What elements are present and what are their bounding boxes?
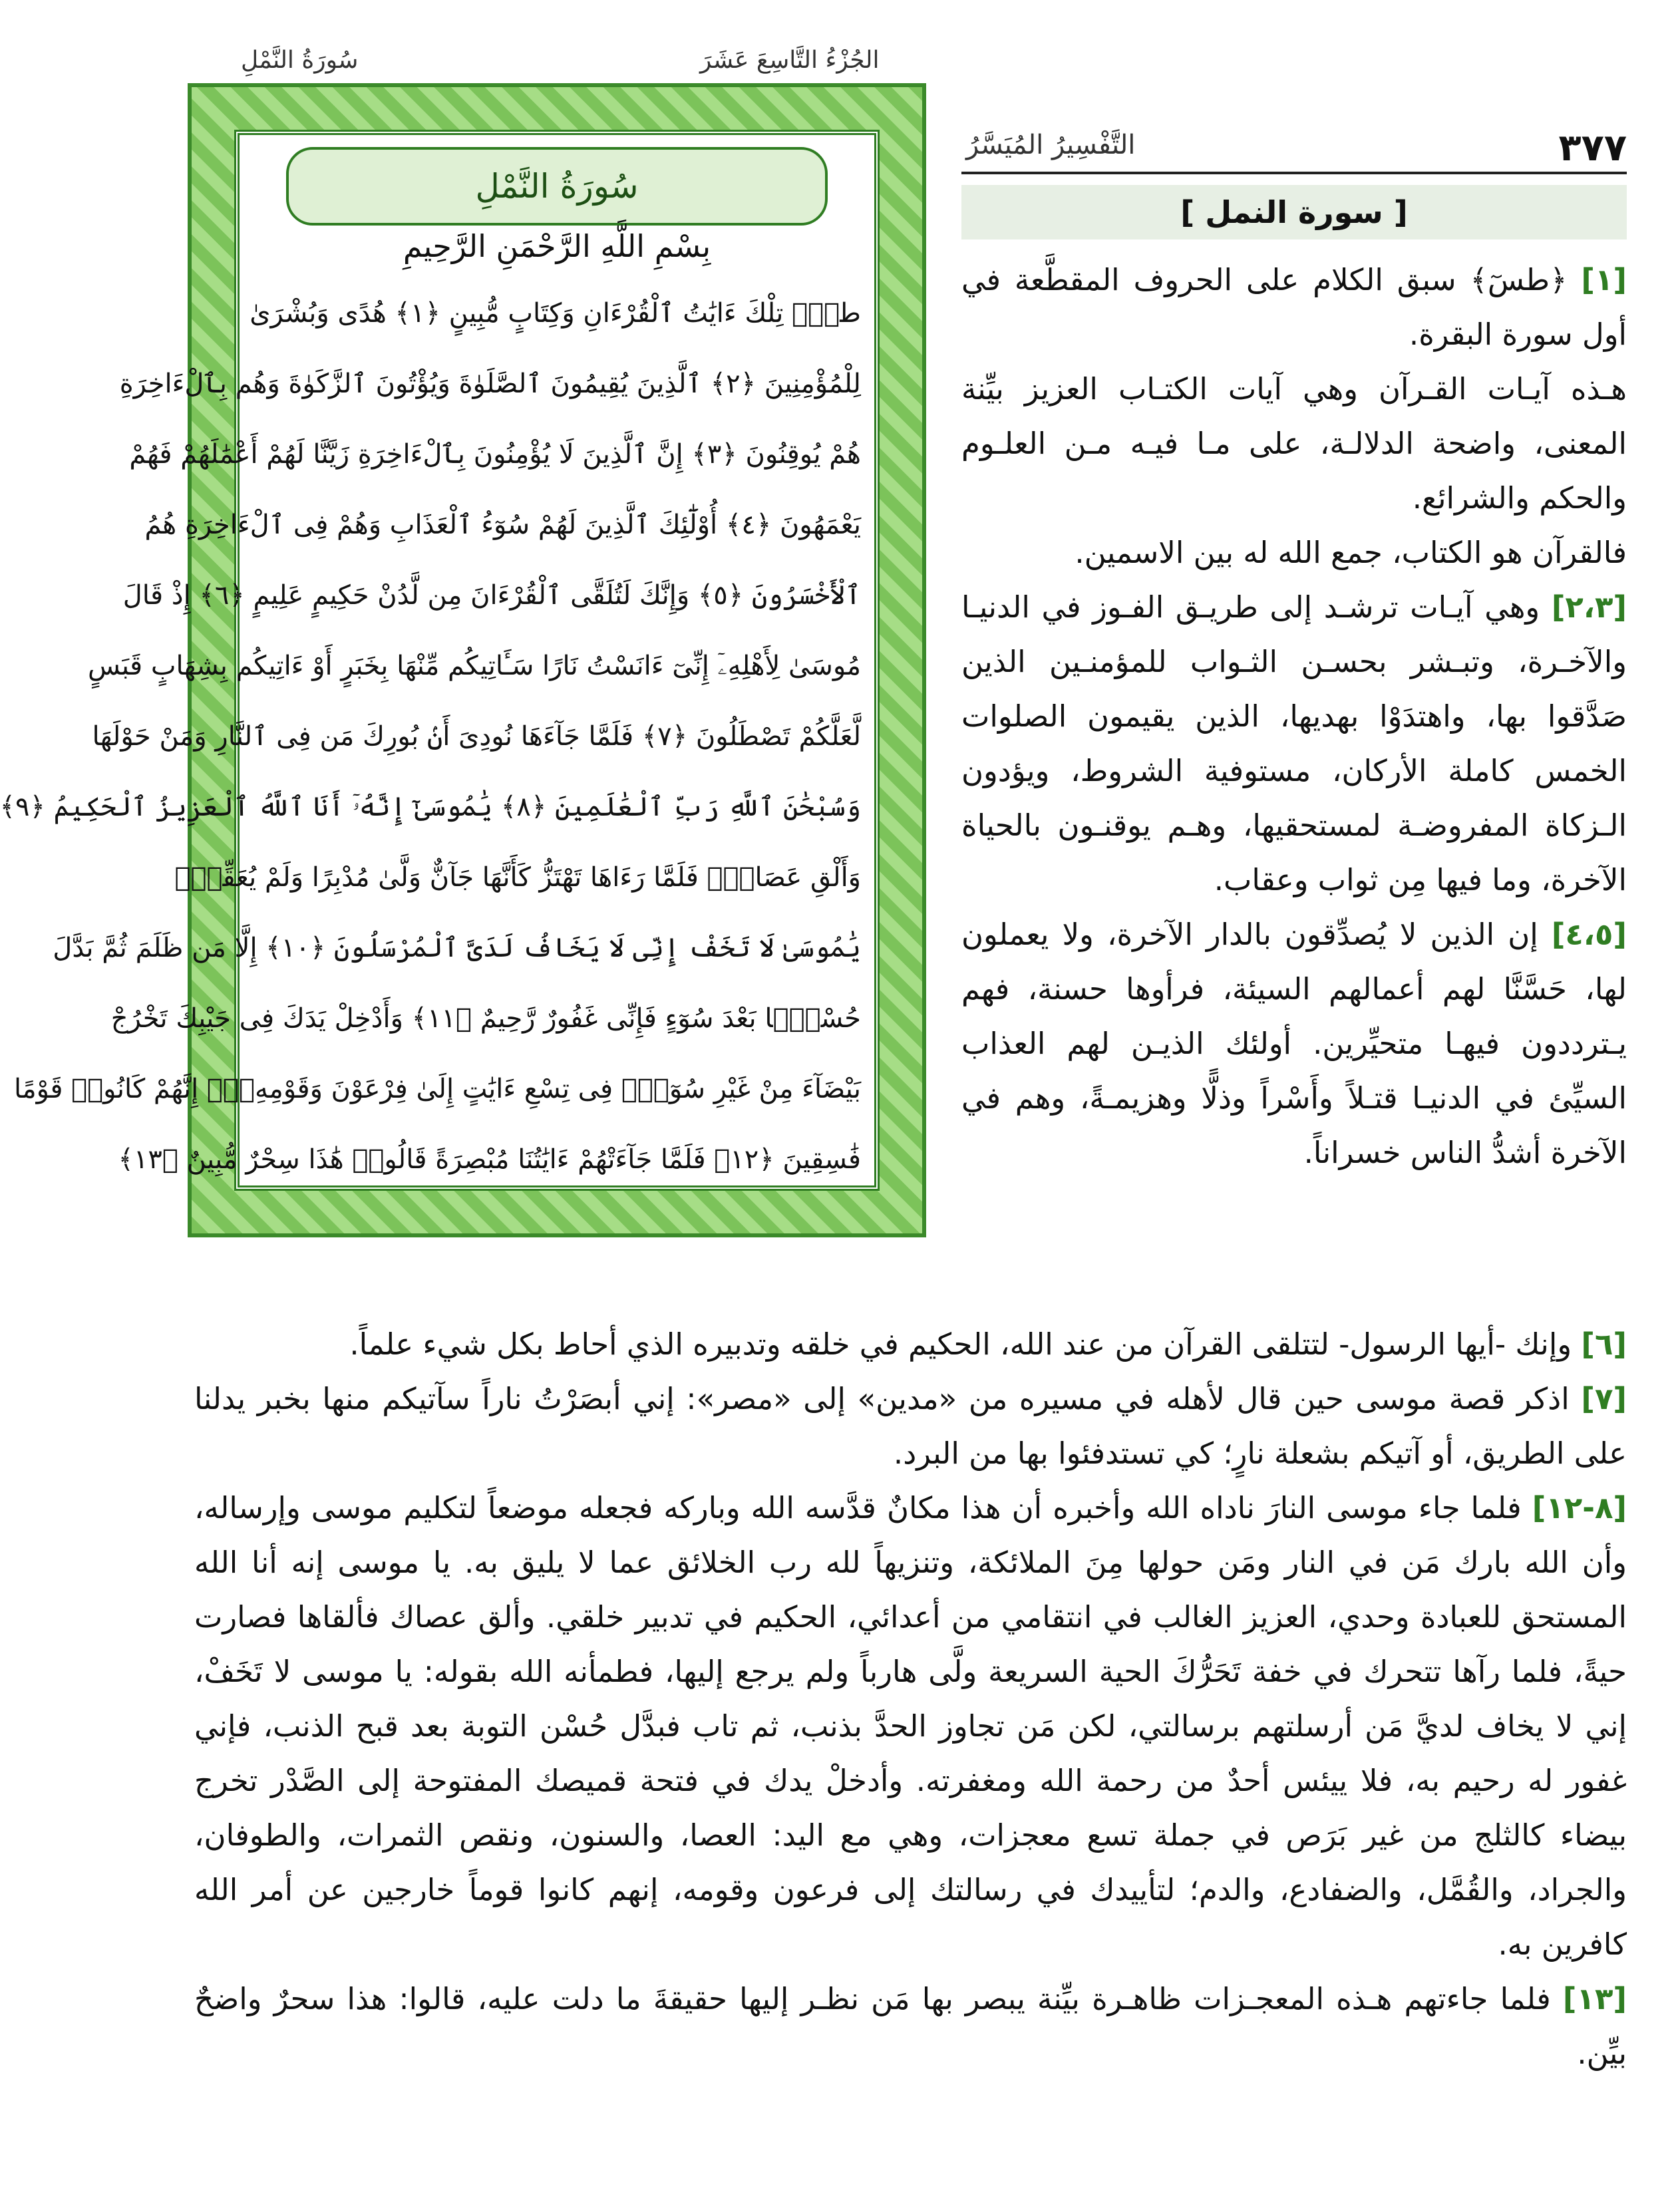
verse-ref: [٧]: [1581, 1381, 1627, 1416]
quran-line: لِلْمُؤْمِنِينَ ﴿٢﴾ ٱلَّذِينَ يُقِيمُونَ ٱلصَّلَوٰةَ وَيُؤْتُونَ ٱلزَّكَوٰةَ وَهُم بِٱلْءَاخِرَةِ: [119, 369, 861, 399]
quran-line: وَأَلْقِ عَصَاكَۚ فَلَمَّا رَءَاهَا تَهْتَزُّ كَأَنَّهَا جَآنٌّ وَلَّىٰ مُدْبِرًا وَلَمْ يُعَقِّبْۚ: [174, 862, 861, 893]
tafsir-paragraph: [961, 580, 1627, 907]
basmala: بِسْمِ اللَّهِ الرَّحْمَنِ الرَّحِيمِ: [403, 228, 711, 264]
verse-ref: [٦]: [1581, 1327, 1627, 1362]
tafsir-text: فلما جاءتهم هـذه المعجـزات ظاهـرة بيِّنة يبصر بها مَن نظـر إليها حقيقةَ ما دلت عليه، قالوا: هذا سحرٌ واضحٌ بيِّن.: [194, 1981, 1627, 2071]
quran-line: هُمْ يُوقِنُونَ ﴿٣﴾ إِنَّ ٱلَّذِينَ لَا يُؤْمِنُونَ بِٱلْءَاخِرَةِ زَيَّنَّا لَهُمْ أَعْمَٰلَهُمْ فَهُمْ: [129, 439, 861, 470]
tafsir-paragraph: [194, 1972, 1627, 2081]
page-number: ٣٧٧: [1558, 126, 1627, 170]
mushaf-frame: [0, 83, 926, 1237]
tafsir-paragraph: [194, 1372, 1627, 1481]
tafsir-text: ﴿طسٓ﴾ سبق الكلام على الحروف المقطَّعة في أول سورة البقرة.: [961, 262, 1627, 352]
quran-line: يَعْمَهُونَ ﴿٤﴾ أُوْلَٰٓئِكَ ٱلَّذِينَ لَهُمْ سُوٓءُ ٱلْعَذَابِ وَهُمْ فِى ٱلْءَاخِرَةِ هُمُ: [144, 510, 861, 540]
quran-line: طسٓۚ تِلْكَ ءَايَٰتُ ٱلْقُرْءَانِ وَكِتَابٍ مُّبِينٍ ﴿١﴾ هُدًى وَبُشْرَىٰ: [250, 298, 861, 329]
tafsir-column: [961, 253, 1627, 1180]
surah-header-top: سُورَةُ النَّمْلِ: [241, 47, 359, 74]
header-divider: [961, 172, 1627, 174]
quran-line: ٱلْأَخْسَرُونَ ﴿٥﴾ وَإِنَّكَ لَتُلَقَّى ٱلْقُرْءَانَ مِن لَّدُنْ حَكِيمٍ عَلِيمٍ ﴿٦﴾ إِذْ قَالَ: [122, 580, 861, 611]
tafsir-paragraph: [961, 253, 1627, 362]
tafsir-book-title: التَّفْسِيرُ المُيَسَّرُ: [966, 130, 1136, 160]
tafsir-text: وهي آيـات ترشـد إلى طريـق الفـوز في الدنيـا والآخـرة، وتبـشر بحسـن الثـواب للمؤمنـين الذين صَدَّقوا بها، واهتدَوْا بهديها، الذين يقيمون الصلوات الخمس كاملة الأركان، مستوفية الشروط، ويؤدون الـزكاة المفروضـة لمستحقيها، وهـم يوقنـون بالحياة الآخرة، وما فيها مِن ثواب وعقاب.: [961, 589, 1627, 897]
verse-ref: [٢،٣]: [1551, 589, 1627, 625]
quran-line: يَٰمُوسَىٰ لَا تَخَفْ إِنِّى لَا يَخَافُ لَدَىَّ ٱلْمُرْسَلُونَ ﴿١٠﴾ إِلَّا مَن ظَلَمَ ثُمَّ بَدَّلَ: [53, 933, 861, 963]
juz-header-top: الجُزْءُ التَّاسِعَ عَشَرَ: [700, 47, 880, 74]
tafsir-paragraph: [194, 1481, 1627, 1972]
mushaf-page: [0, 130, 880, 1191]
quran-line: فَٰسِقِينَ ﴿١٢﴾ فَلَمَّا جَآءَتْهُمْ ءَايَٰتُنَا مُبْصِرَةً قَالُوا۟ هَٰذَا سِحْرٌ مُّبِينٌ ﴿١٣﴾: [118, 1144, 861, 1175]
quran-line: حُسْنًۢا بَعْدَ سُوٓءٍ فَإِنِّى غَفُورٌ رَّحِيمٌ ﴿١١﴾ وَأَدْخِلْ يَدَكَ فِى جَيْبِكَ تَخْرُجْ: [110, 1003, 861, 1034]
tafsir-full-width: [194, 1317, 1627, 2081]
surah-name-plate: سُورَةُ النَّمْلِ: [286, 147, 828, 226]
quran-line: مُوسَىٰ لِأَهْلِهِۦٓ إِنِّىٓ ءَانَسْتُ نَارًا سَـَٔاتِيكُم مِّنْهَا بِخَبَرٍ أَوْ ءَاتِيكُم بِشِهَابٍ قَبَسٍ: [87, 651, 861, 681]
tafsir-paragraph: [961, 907, 1627, 1180]
verse-ref: [٨-١٢]: [1532, 1490, 1627, 1525]
verse-ref: [٤،٥]: [1551, 917, 1627, 952]
quran-line: بَيْضَآءَ مِنْ غَيْرِ سُوٓءٍۖ فِى تِسْعِ ءَايَٰتٍ إِلَىٰ فِرْعَوْنَ وَقَوْمِهِۦٓۚ إِنَّهُمْ كَانُوا۟ قَوْمًا: [14, 1074, 861, 1104]
tafsir-paragraph: [961, 362, 1627, 526]
verse-ref: [١٣]: [1562, 1981, 1627, 2016]
tafsir-text: وإنك -أيها الرسول- لتتلقى القرآن من عند الله، الحكيم في خلقه وتدبيره الذي أحاط بكل شيء علماً.: [349, 1327, 1572, 1362]
quran-text: [0, 278, 861, 1195]
surah-title-bar: [ سورة النمل ]: [961, 185, 1627, 239]
tafsir-text: فلما جاء موسى النارَ ناداه الله وأخبره أن هذا مكانٌ قدَّسه الله وباركه فجعله موضعاً لتكليم موسى وإرساله، وأن الله بارك مَن في النار ومَن حولها مِنَ الملائكة، وتنزيهاً لله رب الخلائق عما لا يليق به. يا موسى إنه أنا الله المستحق للعبادة وحدي، العزيز الغالب في انتقامي من أعدائي، الحكيم في تدبير خلقي. وألق عصاك فألقاها فصارت حيةً، فلما رآها تتحرك في خفة تَحَرُّكَ الحية السريعة ولَّى هارباً ولم يرجع إليها، فطمأنه الله بقوله: يا موسى لا تَخَفْ، إني لا يخاف لديَّ مَن أرسلتهم برسالتي، لكن مَن تجاوز الحدَّ بذنب، ثم تاب فبدَّل حُسْن التوبة بعد قبح الذنب، فإني غفور له رحيم به، فلا ييئس أحدٌ من رحمة الله ومغفرته. وأدخلْ يدك في فتحة قميصك المفتوحة إلى الصَّدْر تخرج بيضاء كالثلج من غير بَرَص في جملة تسع معجزات، وهي مع اليد: العصا، والسنون، ونقص الثمرات، والطوفان، والجراد، والقُمَّل، والضفادع، والدم؛ لتأييدك في رسالتك إلى فرعون وقومه، إنهم كانوا قوماً خارجين عن أمر الله كافرين به.: [194, 1490, 1627, 1962]
tafsir-text: اذكر قصة موسى حين قال لأهله في مسيره من «مدين» إلى «مصر»: إني أبصَرْتُ ناراً سآتيكم منها بخبر يدلنا على الطريق، أو آتيكم بشعلة نارٍ؛ كي تستدفئوا بها من البرد.: [194, 1381, 1627, 1471]
tafsir-text: فالقرآن هو الكتاب، جمع الله له بين الاسمين.: [1075, 535, 1627, 570]
quran-line: وَسُبْحَٰنَ ٱللَّهِ رَبِّ ٱلْعَٰلَمِينَ ﴿٨﴾ يَٰمُوسَىٰٓ إِنَّهُۥٓ أَنَا ٱللَّهُ ٱلْعَزِيزُ ٱلْحَكِيمُ ﴿٩﴾: [0, 792, 861, 822]
tafsir-text: إن الذين لا يُصدِّقون بالدار الآخرة، ولا يعملون لها، حَسَّنَّا لهم أعمالهم السيئة، فرأوها حسنة، فهم يـترددون فيهـا متحيِّرين. أولئك الذيـن لهم العذاب السيِّئ في الدنيـا قتـلاً وأَسْراً وذلًّا وهزيمـةً، وهم في الآخرة أشدُّ الناس خسراناً.: [961, 917, 1627, 1170]
verse-ref: [١]: [1581, 262, 1627, 297]
tafsir-text: هـذه آيـات القـرآن وهي آيات الكتـاب العزيز بيِّنة المعنى، واضحة الدلالـة، على مـا فيـه مـن العلـوم والحكم والشرائع.: [961, 371, 1627, 516]
tafsir-paragraph: [961, 526, 1627, 580]
quran-line: لَّعَلَّكُمْ تَصْطَلُونَ ﴿٧﴾ فَلَمَّا جَآءَهَا نُودِىَ أَنۢ بُورِكَ مَن فِى ٱلنَّارِ وَمَنْ حَوْلَهَا: [92, 721, 861, 752]
tafsir-paragraph: [194, 1317, 1627, 1372]
